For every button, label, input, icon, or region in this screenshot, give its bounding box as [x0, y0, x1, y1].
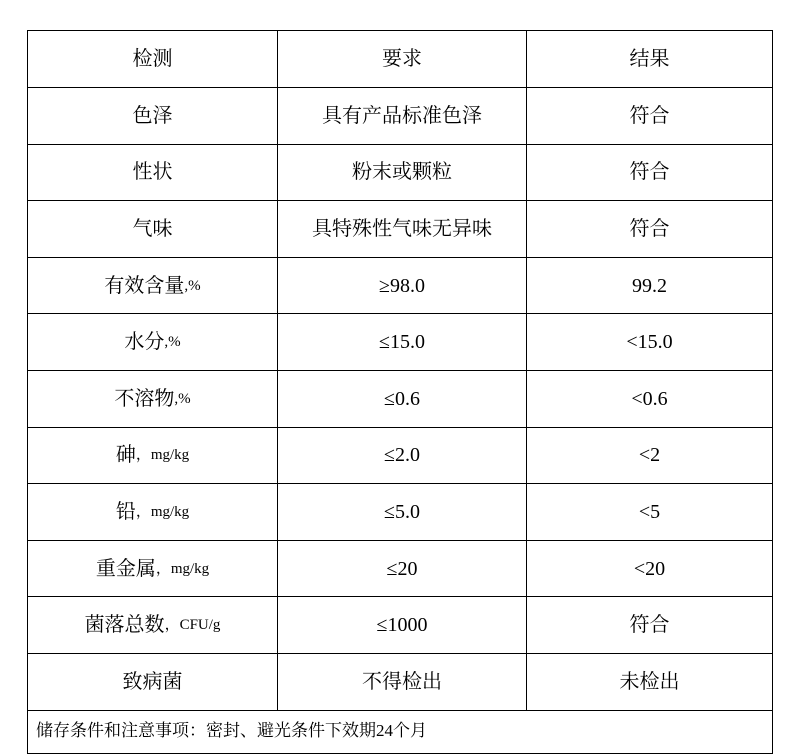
cell-item: [28, 314, 278, 371]
cell-requirement: [278, 144, 527, 201]
result-value: 未检出: [619, 670, 680, 693]
cell-result: [527, 144, 773, 201]
cell-item: [28, 427, 278, 484]
table-row: [28, 597, 773, 654]
result-value: 符合: [629, 614, 670, 637]
spec-table-container: [27, 30, 772, 754]
item-unit: ,%: [184, 277, 201, 294]
cell-requirement: [278, 88, 527, 145]
cell-item: [28, 540, 278, 597]
item-name: 不溶物: [114, 387, 175, 410]
cell-item: [28, 653, 278, 710]
requirement-value: 不得检出: [362, 670, 442, 693]
table-row: [28, 370, 773, 427]
cell-requirement: [278, 653, 527, 710]
header-label-requirement: 要求: [382, 48, 422, 70]
cell-result: [527, 427, 773, 484]
cell-result: [527, 484, 773, 541]
table-row: [28, 314, 773, 371]
result-value: <15.0: [626, 331, 673, 354]
cell-requirement: [278, 484, 527, 541]
header-label-item: 检测: [132, 48, 173, 70]
requirement-value: ≤1000: [376, 614, 428, 637]
header-label-result: 结果: [629, 48, 670, 70]
cell-item: [28, 88, 278, 145]
cell-requirement: [278, 597, 527, 654]
header-cell-requirement: [278, 31, 527, 88]
cell-result: [527, 88, 773, 145]
result-value: 符合: [629, 161, 670, 184]
item-name: 性状: [132, 161, 173, 184]
item-unit: ，CFU/g: [164, 617, 221, 634]
table-row: [28, 653, 773, 710]
requirement-value: ≤5.0: [384, 500, 420, 523]
table-note-row: [28, 710, 773, 753]
item-unit: ,%: [174, 390, 191, 407]
item-name: 砷: [115, 444, 136, 467]
cell-result: [527, 540, 773, 597]
cell-result: [527, 653, 773, 710]
cell-requirement: [278, 257, 527, 314]
requirement-value: ≤0.6: [384, 387, 420, 410]
cell-requirement: [278, 540, 527, 597]
item-name: 重金属: [95, 557, 156, 580]
item-name: 有效含量: [104, 274, 185, 297]
item-name: 气味: [132, 217, 173, 240]
table-row: [28, 88, 773, 145]
specification-table: [27, 30, 773, 754]
result-value: 符合: [629, 217, 670, 240]
cell-item: [28, 201, 278, 258]
result-value: <20: [633, 557, 666, 580]
requirement-value: 粉末或颗粒: [352, 161, 452, 184]
result-value: 99.2: [632, 274, 667, 297]
requirement-value: 具有产品标准色泽: [322, 104, 482, 127]
table-row: [28, 540, 773, 597]
result-value: 符合: [629, 104, 670, 127]
requirement-value: ≤2.0: [384, 444, 420, 467]
cell-result: [527, 370, 773, 427]
table-row: [28, 427, 773, 484]
requirement-value: ≥98.0: [379, 274, 425, 297]
cell-requirement: [278, 427, 527, 484]
item-name: 铅: [115, 500, 136, 523]
cell-item: [28, 484, 278, 541]
result-value: <5: [638, 500, 661, 523]
item-name: 致病菌: [122, 670, 183, 693]
cell-item: [28, 144, 278, 201]
cell-result: [527, 597, 773, 654]
result-value: <2: [638, 444, 661, 467]
item-name: 水分: [124, 331, 165, 354]
cell-note: [28, 710, 773, 753]
cell-result: [527, 257, 773, 314]
item-unit: ，mg/kg: [155, 560, 210, 577]
cell-requirement: [278, 314, 527, 371]
cell-result: [527, 314, 773, 371]
cell-requirement: [278, 201, 527, 258]
item-unit: ,%: [164, 334, 181, 351]
cell-item: [28, 370, 278, 427]
cell-item: [28, 597, 278, 654]
item-name: 色泽: [132, 104, 173, 127]
item-unit: ，mg/kg: [135, 447, 190, 464]
storage-note: 储存条件和注意事项：密封、避光条件下效期24个月: [36, 721, 427, 741]
table-row: [28, 257, 773, 314]
item-unit: ，mg/kg: [135, 503, 190, 520]
result-value: <0.6: [631, 387, 668, 410]
cell-requirement: [278, 370, 527, 427]
item-name: 菌落总数: [84, 614, 165, 637]
requirement-value: ≤20: [386, 557, 418, 580]
requirement-value: 具特殊性气味无异味: [312, 217, 492, 240]
requirement-value: ≤15.0: [379, 331, 425, 354]
table-header-row: [28, 31, 773, 88]
table-row: [28, 201, 773, 258]
table-row: [28, 484, 773, 541]
cell-item: [28, 257, 278, 314]
table-row: [28, 144, 773, 201]
cell-result: [527, 201, 773, 258]
header-cell-item: [28, 31, 278, 88]
header-cell-result: [527, 31, 773, 88]
